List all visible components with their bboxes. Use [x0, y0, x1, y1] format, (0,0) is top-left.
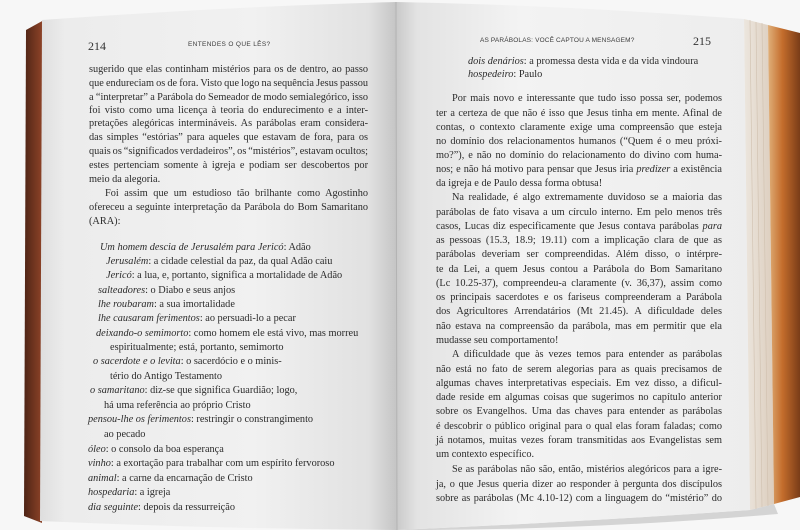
list-term: lhe causaram ferimentos [98, 313, 200, 324]
list-term: hospedaria [88, 487, 135, 498]
list-item [98, 312, 296, 326]
list-definition: : a promessa desta vida e da vida vindoura [523, 56, 699, 67]
text-line: mo?”), e não no domínio do relacionamento do divino com huma- [436, 150, 722, 161]
list-item [90, 384, 297, 398]
list-term: deixando-o semimorto [96, 328, 189, 339]
text-line: parábolas deveriam ser compreendidas. Além disso, o intérpre- [436, 249, 722, 260]
list-item-continuation: espiritualmente; está, portanto, semimorto [110, 342, 284, 353]
text-segment: casos, Lucas diz especificamente que Jesus contava parábolas [436, 221, 703, 232]
list-item [100, 241, 311, 255]
text-line: Na realidade, é algo extremamente duvidoso se a maioria das [452, 192, 722, 203]
text-line: A dificuldade que às vezes temos para entender as parábolas [452, 349, 722, 360]
list-definition: : como homem ele está vivo, mas morreu [188, 328, 359, 339]
right-page [397, 0, 750, 530]
list-definition: : a exortação para trabalhar com um espírito fervoroso [110, 458, 335, 469]
list-item [96, 327, 358, 341]
list-term: animal [88, 473, 117, 484]
list-item [88, 413, 313, 427]
text-line: dade reside em algumas coisas que sugerimos no capítulo anterior [436, 392, 722, 403]
text-line [436, 220, 722, 234]
list-definition: : o Diabo e seus anjos [145, 285, 236, 296]
list-term: lhe roubaram [98, 299, 154, 310]
text-line: um contexto específico. [436, 449, 535, 460]
text-line: não está no fato de serem alegorias para as quais precisamos de [436, 364, 722, 375]
list-definition: : o sacerdócio e o minis- [180, 356, 282, 367]
text-line: ja, o que Jesus queria dizer ao responder à pergunta dos discípulos [436, 479, 722, 490]
list-term: dois denários [468, 56, 524, 67]
text-line: parábolas de fato visava a um círculo interno. Em pelo menos três [436, 207, 722, 218]
list-item [468, 55, 698, 69]
text-line: contas, o contexto claramente exige uma compreensão que esteja [436, 122, 722, 133]
text-line: meio da alegoria. [89, 174, 161, 185]
list-definition: : diz-se que significa Guardião; logo, [144, 385, 298, 396]
list-term: pensou-lhe os ferimentos [88, 414, 191, 425]
text-line: da igreja e de Paulo dessa forma obtusa! [436, 178, 603, 189]
text-line: mudasse seu comportamento! [436, 335, 559, 346]
text-line: sugerido que elas continham mistérios para os de dentro, ao passo [89, 64, 368, 75]
text-line: não estava na compreensão da parábola, mas em permitir que ela [436, 321, 722, 332]
list-term: dia seguinte [88, 502, 139, 513]
emphasis: para [702, 221, 722, 232]
list-definition: : a igreja [134, 487, 171, 498]
list-item [106, 269, 342, 283]
text-line: Por mais novo e interessante que tudo isso possa ser, podemos [452, 93, 722, 104]
list-definition: : a sua imortalidade [153, 299, 235, 310]
text-line: Foi assim que um estudioso tão brilhante como Agostinho [105, 188, 368, 199]
list-item [98, 284, 235, 298]
text-line: Se as parábolas não são, então, mistérios alegóricos para a igre- [452, 464, 722, 475]
text-segment: a existência [670, 164, 722, 175]
emphasis: predizer [636, 164, 671, 175]
text-line: as pessoas (15.3, 18.9; 19.11) com a implicação clara de que as [436, 235, 722, 246]
list-item-continuation: ao pecado [104, 429, 146, 440]
list-item [106, 255, 332, 269]
left-page [40, 0, 396, 530]
list-definition: : restringir o constrangimento [190, 414, 314, 425]
list-term: hospedeiro [468, 69, 514, 80]
text-line: sobre as parábolas (Mc 4.10-12) com a linguagem do “mistério” do [436, 493, 722, 504]
text-line: estes pertenciam somente à igreja e podiam ser descobertos por [89, 160, 368, 171]
list-item-continuation: há uma referência ao próprio Cristo [104, 400, 251, 411]
list-term: o sacerdote e o levita [93, 356, 181, 367]
text-line: (Lc 10.25-37), compreendeu-a claramente (v. 36,37), assim como [436, 278, 722, 289]
list-definition: : ao persuadi-lo a pecar [199, 313, 296, 324]
text-line: ofereceu a seguinte interpretação da Parábola do Bom Samaritano [89, 202, 368, 213]
list-item-continuation: tério do Antigo Testamento [110, 371, 223, 382]
list-definition: : Adão [283, 242, 311, 253]
text-line: quais os “significados verdadeiros”, os “mistérios”, estavam ocultos; [89, 146, 368, 157]
list-term: Jerusalém [106, 256, 149, 267]
list-definition: : o consolo da boa esperança [105, 444, 224, 455]
text-line: sobre os Evangelhos. Uma das chaves para entender as parábolas [436, 406, 722, 417]
list-item [88, 457, 334, 471]
list-term: Um homem descia de Jerusalém para Jericó [100, 242, 284, 253]
list-item [88, 472, 253, 486]
text-line: pretações alegóricas intermináveis. As parábolas eram considera- [89, 118, 368, 129]
text-line: os principais sacerdotes e os fariseus compreenderam a Parábola [436, 292, 722, 303]
list-term: óleo [88, 444, 106, 455]
text-line: que endureciam os de fora. Visto que logo na sequência Jesus passou [89, 78, 368, 89]
list-item [88, 501, 235, 515]
list-term: vinho [88, 458, 111, 469]
text-line: a “interpretar” a Parábola do Semeador de modo semialegórico, isso [89, 92, 368, 103]
list-item [93, 355, 282, 369]
list-definition: : a lua, e, portanto, significa a mortalidade de Adão [131, 270, 343, 281]
list-term: o samaritano [90, 385, 145, 396]
list-definition: : a cidade celestial da paz, da qual Adão caiu [148, 256, 333, 267]
text-line: (ARA): [89, 216, 121, 227]
list-item [468, 68, 542, 82]
running-head: AS PARÁBOLAS: VOCÊ CAPTOU A MENSAGEM? [480, 37, 635, 44]
text-line: foi visto como uma licença à teoria do endurecimento e a inter- [89, 105, 368, 116]
list-definition: : a carne da encarnação de Cristo [116, 473, 253, 484]
text-line: ter a certeza de que não é isso que Jesus tinha em mente. Afinal de [436, 108, 722, 119]
text-line: das simples “estórias” para aqueles que estavam de fora, para os [89, 132, 368, 143]
text-line: dos Agricultores Arrendatários (Mt 21.45). A dificuldade deles [436, 306, 722, 317]
text-line: no domínio dos relacionamentos humanos (“Quem é o meu próxi- [436, 136, 722, 147]
text-line: algumas chaves interpretativas especiais. Em vez disso, a dificul- [436, 378, 722, 389]
list-item [98, 298, 235, 312]
list-definition: : Paulo [513, 69, 543, 80]
list-term: Jericó [106, 270, 132, 281]
text-line: é descobrir o público original para o qual elas foram faladas; como [436, 421, 722, 432]
list-definition: : depois da ressurreição [138, 502, 235, 513]
list-item [88, 443, 224, 457]
text-line: já notamos, muitas vezes foram transmitidas aos Evangelistas sem [436, 435, 722, 446]
text-line: te da Lei, a quem Jesus contou a Parábola do Bom Samaritano [436, 264, 722, 275]
list-term: salteadores [98, 285, 146, 296]
text-segment: nos; e não há motivo para pensar que Jesus iria [436, 164, 637, 175]
list-item [88, 486, 170, 500]
text-line [436, 163, 722, 177]
page-number: 214 [88, 39, 106, 53]
page-number: 215 [693, 34, 711, 48]
running-head: ENTENDES O QUE LÊS? [188, 41, 271, 48]
